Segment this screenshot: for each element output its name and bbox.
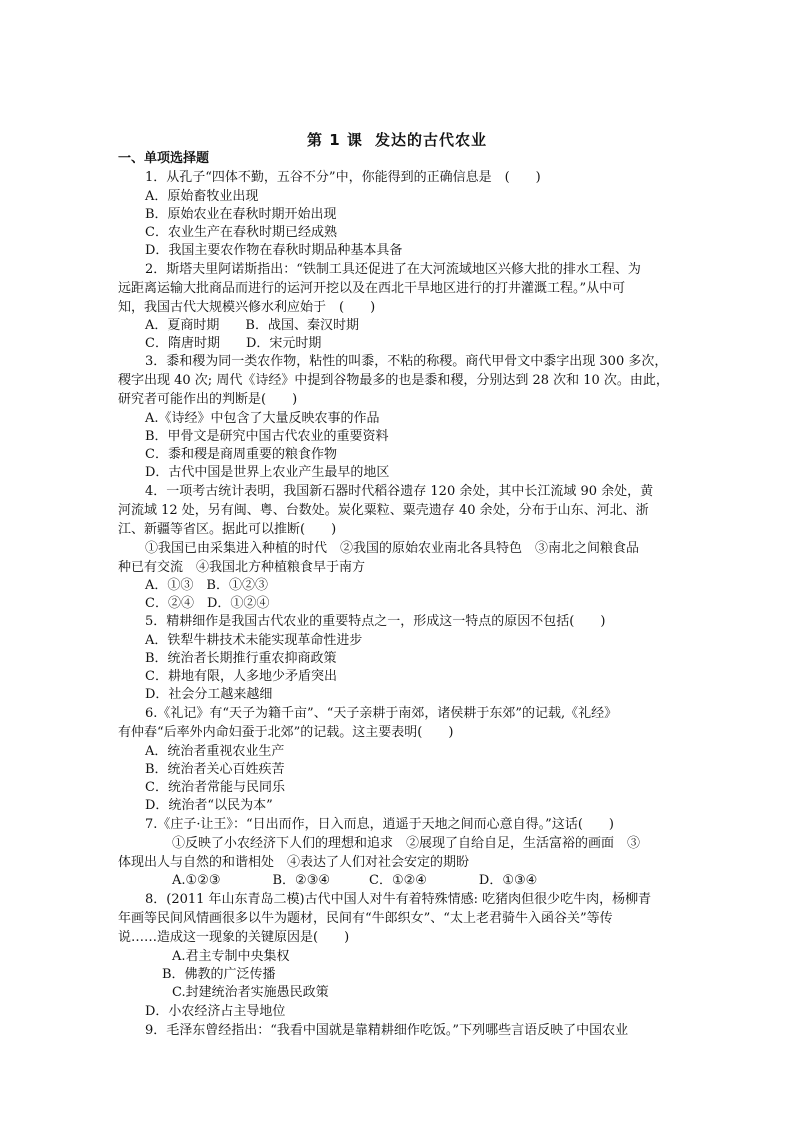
question-5-stem: 5．精耕细作是我国古代农业的重要特点之一，形成这一特点的原因不包括( ) — [145, 614, 606, 629]
question-9-stem: 9．毛泽东曾经指出：“我看中国就是靠精耕细作吃饭。”下列哪些言语反映了中国农业 — [145, 1023, 629, 1038]
question-5-option-c: C．耕地有限，人多地少矛盾突出 — [145, 669, 337, 684]
question-6-stem-line-2: 有仲春“后率外内命妇蚕于北郊”的记载。这主要表明( ) — [118, 725, 454, 740]
question-3-stem-line-2: 稷字出现 40 次; 周代《诗经》中提到谷物最多的也是黍和稷，分别达到 28 次和 10 次。由此， — [118, 373, 669, 388]
question-4-options-row-2: C．②④ D．①②④ — [145, 596, 270, 611]
question-2-stem-line-2: 远距离运输大批商品而进行的运河开挖以及在西北干旱地区进行的打井灌溉工程。”从中可 — [118, 281, 626, 296]
question-4-statements-line-1: ①我国已由采集进入种植的时代 ②我国的原始农业南北各具特色 ③南北之间粮食品 — [145, 541, 640, 556]
question-7-options: A.①②③ B．②③④ C．①②④ D．①③④ — [172, 873, 538, 888]
question-5-option-a: A．铁犁牛耕技术未能实现革命性进步 — [145, 633, 363, 648]
lesson-number: 第 1 课 — [307, 131, 363, 149]
question-2-stem-line-1: 2．斯塔夫里阿诺斯指出：“铁制工具还促进了在大河流域地区兴修大批的排水工程、为 — [145, 262, 641, 277]
question-1-stem: 1．从孔子“四体不勤，五谷不分”中，你能得到的正确信息是 ( ) — [145, 170, 541, 185]
question-2-stem-line-3: 知，我国古代大规模兴修水利应始于 ( ) — [118, 300, 376, 315]
question-8-stem-line-3: 说……造成这一现象的关键原因是( ) — [118, 930, 350, 945]
question-4-stem-line-3: 江、新疆等省区。据此可以推断( ) — [118, 522, 337, 537]
question-3-stem-line-1: 3．黍和稷为同一类农作物，粘性的叫黍，不粘的称稷。商代甲骨文中黍字出现 300 多次， — [145, 354, 668, 369]
question-6-option-d: D．统治者“以民为本” — [145, 798, 273, 813]
question-8-option-c: C.封建统治者实施愚民政策 — [172, 985, 329, 1000]
question-6-stem-line-1: 6.《礼记》有“天子为籍千亩”、“天子亲耕于南郊，诸侯耕于东郊”的记载,《礼经》 — [145, 706, 618, 721]
question-8-option-d: D．小农经济占主导地位 — [145, 1004, 286, 1019]
question-8-stem-line-2: 年画等民间风情画很多以牛为题材，民间有“牛郎织女”、“太上老君骑牛入函谷关”等传 — [118, 911, 613, 926]
question-3-stem-line-3: 研究者可能作出的判断是( ) — [118, 392, 298, 407]
question-1-option-c: C．农业生产在春秋时期已经成熟 — [145, 225, 337, 240]
question-5-option-b: B．统治者长期推行重农抑商政策 — [145, 651, 337, 666]
question-1-option-a: A．原始畜牧业出现 — [145, 189, 259, 204]
page-title — [0, 129, 794, 150]
question-7-statements-line-1: ①反映了小农经济下人们的理想和追求 ②展现了自给自足，生活富裕的画面 ③ — [172, 836, 641, 851]
question-5-option-d: D．社会分工越来越细 — [145, 687, 273, 702]
question-4-options-row-1: A．①③ B．①②③ — [145, 578, 268, 593]
question-3-option-c: C．黍和稷是商周重要的粮食作物 — [145, 447, 337, 462]
question-3-option-d: D．古代中国是世界上农业产生最早的地区 — [145, 465, 390, 480]
question-1-option-b: B．原始农业在春秋时期开始出现 — [145, 207, 337, 222]
question-7-stem: 7.《庄子·让王》：“日出而作，日入而息，逍遥于天地之间而心意自得。”这话( ) — [145, 817, 614, 832]
question-3-option-a: A.《诗经》中包含了大量反映农事的作品 — [145, 411, 380, 426]
question-8-option-b: B．佛教的广泛传播 — [162, 967, 276, 982]
question-3-option-b: B．甲骨文是研究中国古代农业的重要资料 — [145, 429, 389, 444]
question-6-option-c: C．统治者常能与民同乐 — [145, 780, 285, 795]
question-1-option-d: D．我国主要农作物在春秋时期品种基本具备 — [145, 243, 403, 258]
question-7-statements-line-2: 体现出人与自然的和谐相处 ④表达了人们对社会安定的期盼 — [118, 855, 470, 870]
section-heading: 一、单项选择题 — [118, 151, 210, 166]
question-6-option-b: B．统治者关心百姓疾苦 — [145, 762, 285, 777]
question-2-options-row-1: A．夏商时期 B．战国、秦汉时期 — [145, 318, 359, 333]
question-4-statements-line-2: 种已有交流 ④我国北方种植粮食早于南方 — [118, 560, 366, 575]
question-6-option-a: A．统治者重视农业生产 — [145, 744, 285, 759]
question-2-options-row-2: C．隋唐时期 D．宋元时期 — [145, 336, 322, 351]
lesson-name: 发达的古代农业 — [374, 131, 487, 149]
question-8-stem-line-1: 8．(2011 年山东青岛二模)古代中国人对牛有着特殊情感: 吃猪肉但很少吃牛肉，杨柳青 — [145, 892, 652, 907]
question-4-stem-line-2: 河流域 12 处，另有闽、粤、台数处。炭化粟粒、粟壳遗存 40 余处，分布于山东、河北、浙 — [118, 503, 649, 518]
question-4-stem-line-1: 4．一项考古统计表明，我国新石器时代稻谷遗存 120 余处，其中长江流域 90 余处，黄 — [145, 484, 654, 499]
question-8-option-a: A.君主专制中央集权 — [172, 949, 290, 964]
